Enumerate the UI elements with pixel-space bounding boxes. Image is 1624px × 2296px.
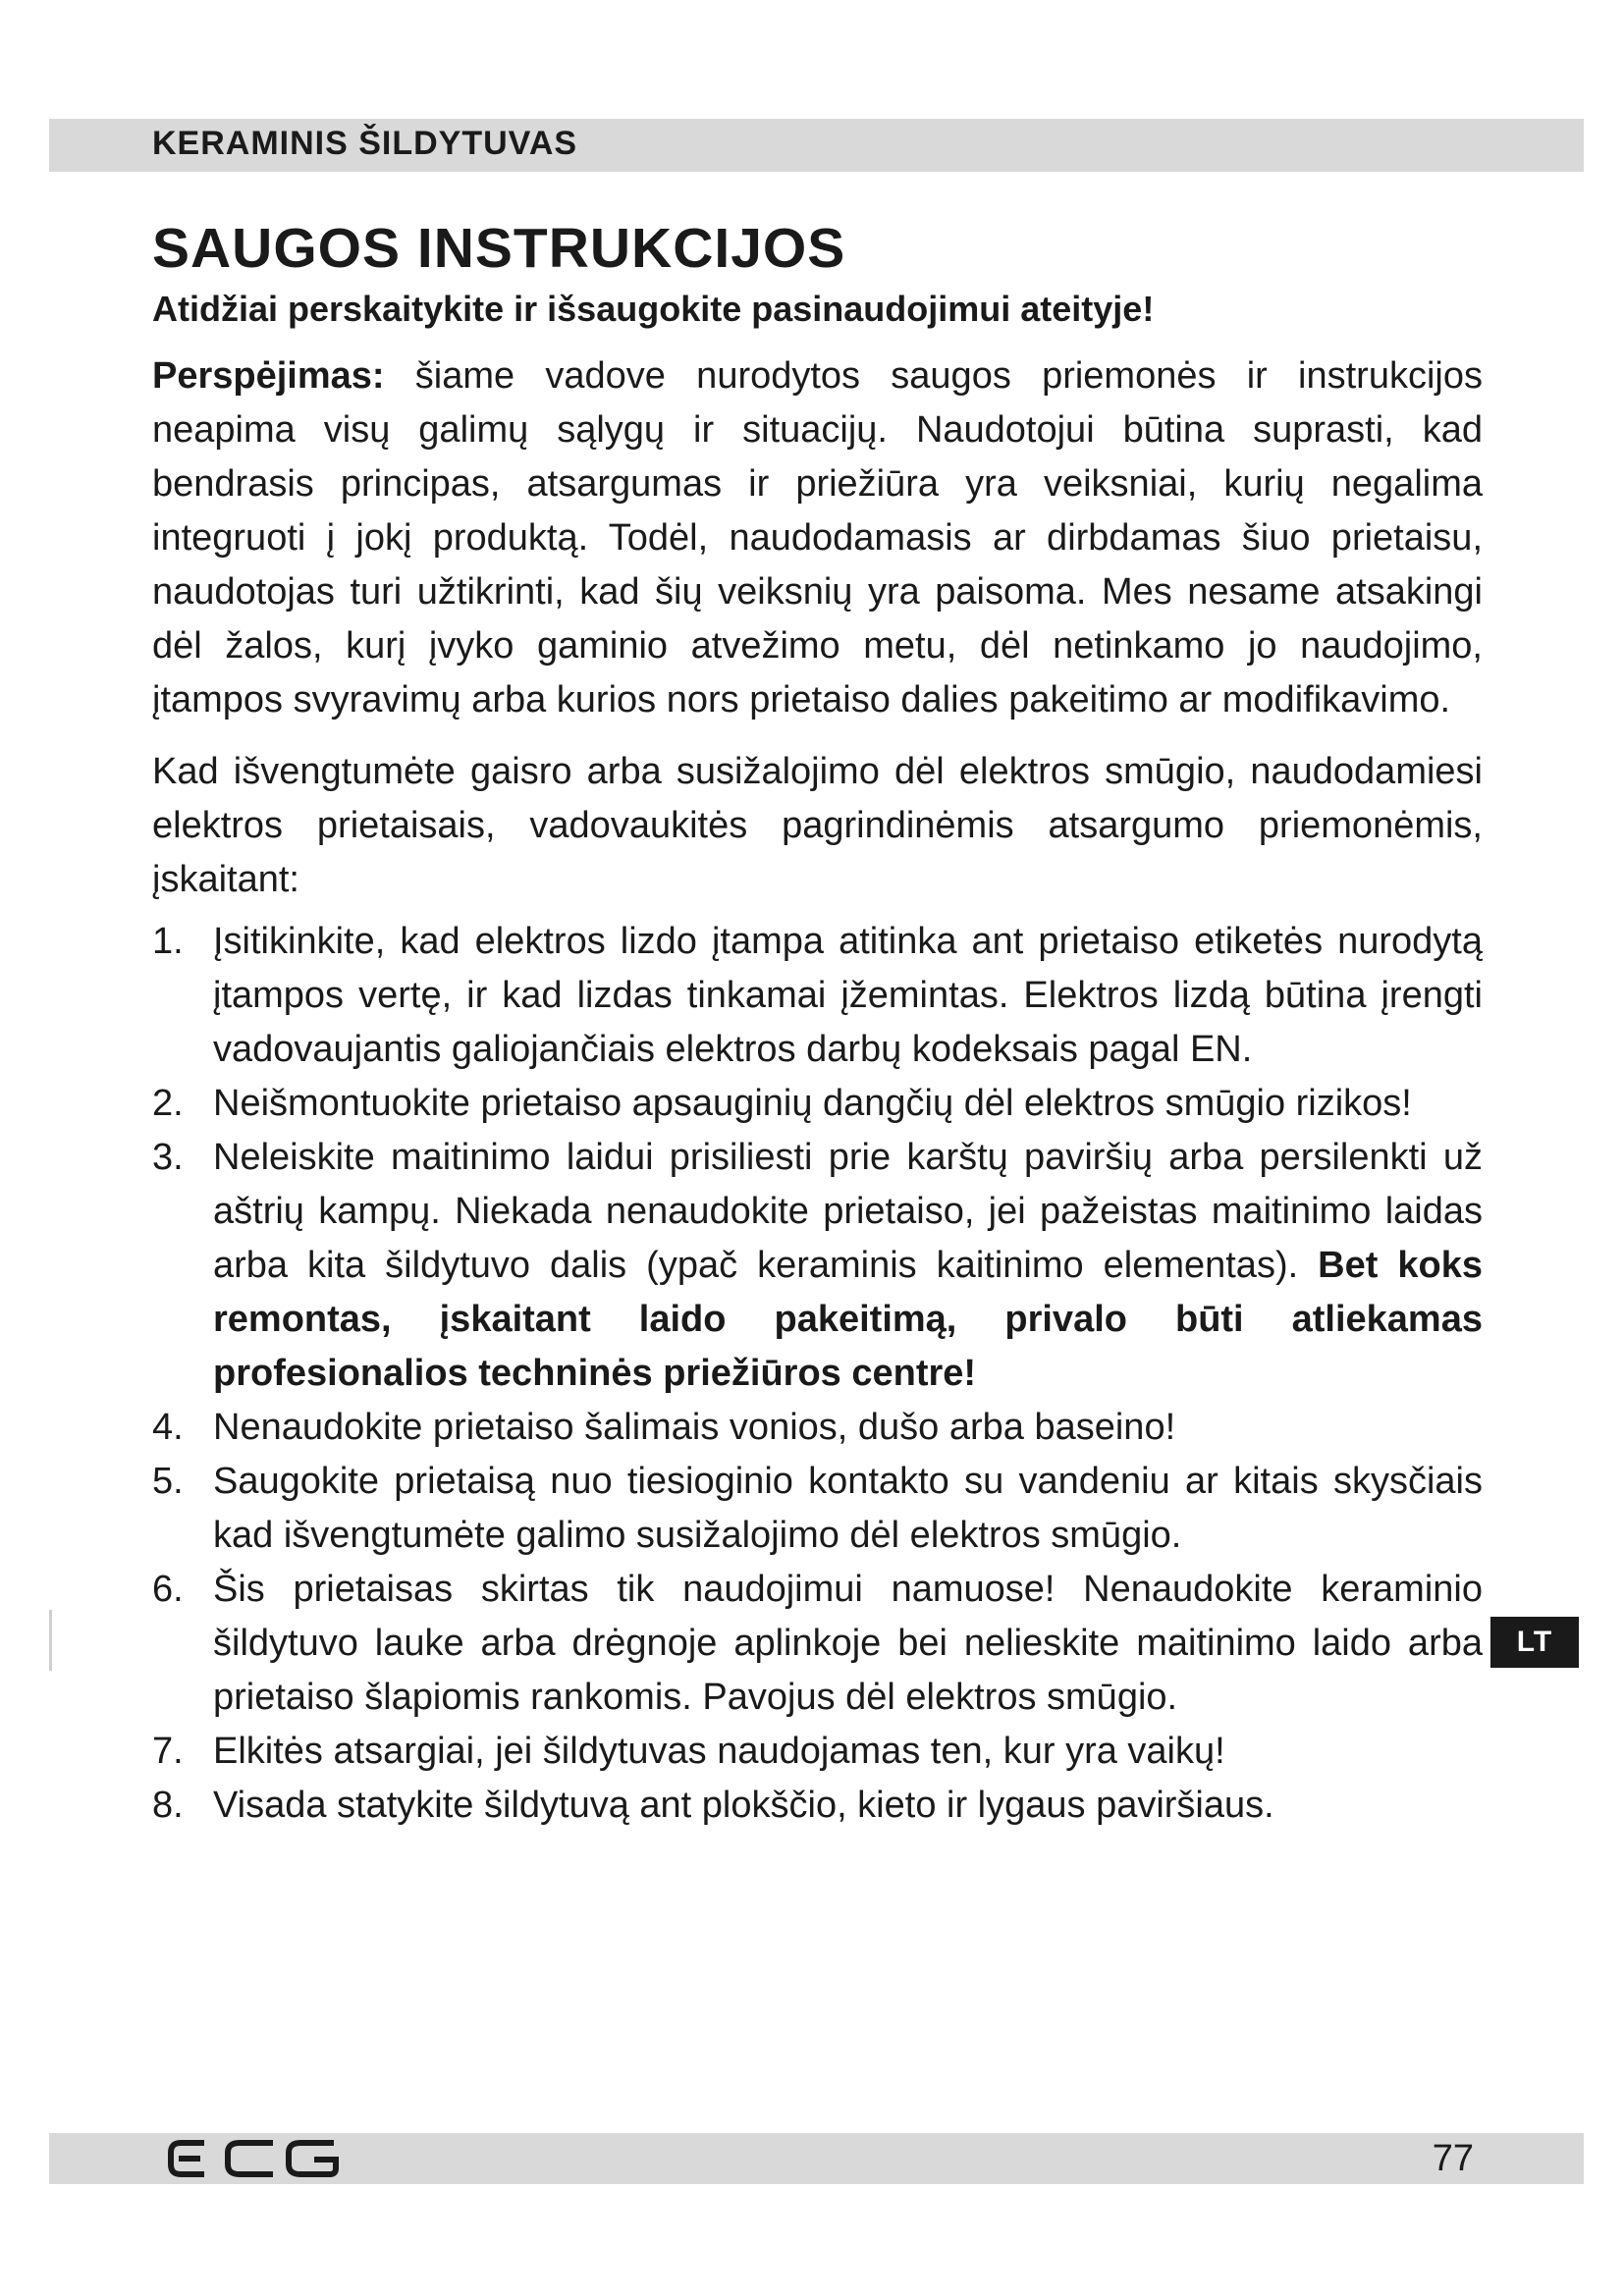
warning-label: Perspėjimas: [152,355,385,397]
list-item-text: Nenaudokite prietaiso šalimais vonios, dušo arba baseino! [213,1407,1176,1448]
list-item [152,1077,1483,1131]
footer-bar [49,2133,1584,2184]
list-item [152,1779,1483,1833]
header-bar [49,119,1584,172]
list-item-text: Neleiskite maitinimo laidui prisiliesti prie karštų paviršių arba persilenkti už aštrių kampų. Niekada nenaudokite prietaiso, jei pažeistas maitinimo laidas arba kita šildytuvo dalis (ypač keraminis kaitinimo elementas). [213,1137,1483,1286]
safety-list [152,915,1483,1833]
page-number: 77 [1432,2138,1474,2179]
list-item-number: 2. [152,1083,184,1124]
warning-paragraph [152,349,1483,727]
list-item-number: 4. [152,1407,184,1448]
list-item-bold-text: Bet koks remontas, įskaitant laido pakeitimą, privalo būti atliekamas profesionalios techninės priežiūros centre! [213,1245,1483,1394]
list-item-text: Neišmontuokite prietaiso apsauginių dangčių dėl elektros smūgio rizikos! [213,1083,1412,1124]
list-item-text: Šis prietaisas skirtas tik naudojimui namuose! Nenaudokite keraminio šildytuvo lauke arba drėgnoje aplinkoje bei nelieskite maitinimo laido arba prietaiso šlapiomis rankomis. Pavojus dėl elektros smūgio. [213,1569,1483,1718]
main-content [152,216,1483,1833]
list-item [152,1455,1483,1563]
intro-paragraph: Kad išvengtumėte gaisro arba susižalojimo dėl elektros smūgio, naudodamiesi elektros prietaisais, vadovaukitės pagrindinėmis atsargumo priemonėmis, įskaitant: [152,751,1483,900]
list-item-number: 8. [152,1785,184,1826]
list-item-text: Visada statykite šildytuvą ant plokščio, kieto ir lygaus paviršiaus. [213,1785,1274,1826]
subtitle: Atidžiai perskaitykite ir išsaugokite pasinaudojimui ateityje! [152,289,1155,329]
margin-mark [49,1610,52,1671]
list-item-text: Elkitės atsargiai, jei šildytuvas naudojamas ten, kur yra vaikų! [213,1731,1225,1772]
logo-letter-g [289,2143,336,2174]
list-item [152,1725,1483,1779]
list-item-text: Įsitikinkite, kad elektros lizdo įtampa atitinka ant prietaiso etiketės nurodytą įtampos vertę, ir kad lizdas tinkamai įžemintas. Elektros lizdą būtina įrengti vadovaujantis galiojančiais elektros darbų kodeksais pagal EN. [213,921,1483,1070]
list-item-number: 3. [152,1137,184,1178]
language-tab: LT [1490,1617,1579,1668]
list-item-number: 7. [152,1731,184,1772]
list-item [152,915,1483,1077]
warning-text: šiame vadove nurodytos saugos priemonės ir instrukcijos neapima visų galimų sąlygų ir situacijų. Naudotojui būtina suprasti, kad bendrasis principas, atsargumas ir priežiūra yra veiksniai, kurių negalima integruoti į jokį produktą. Todėl, naudodamasis ar dirbdamas šiuo prietaisu, naudotojas turi užtikrinti, kad šių veiksnių yra paisoma. Mes nesame atsakingi dėl žalos, kurį įvyko gaminio atvežimo metu, dėl netinkamo jo naudojimo, įtampos svyravimų arba kurios nors prietaiso dalies pakeitimo ar modifikavimo. [152,355,1483,721]
logo-letter-c [228,2143,273,2174]
list-item [152,1563,1483,1725]
list-item-text: Saugokite prietaisą nuo tiesioginio kontakto su vandeniu ar kitais skysčiais kad išvengtumėte galimo susižalojimo dėl elektros smūgio. [213,1461,1483,1556]
header-title: KERAMINIS ŠILDYTUVAS [152,125,578,162]
list-item-number: 6. [152,1569,184,1610]
ecg-logo [167,2139,383,2178]
list-item [152,1401,1483,1455]
list-item-number: 1. [152,921,184,962]
list-item [152,1131,1483,1401]
list-item-number: 5. [152,1461,184,1502]
page-title: SAUGOS INSTRUKCIJOS [152,217,846,280]
